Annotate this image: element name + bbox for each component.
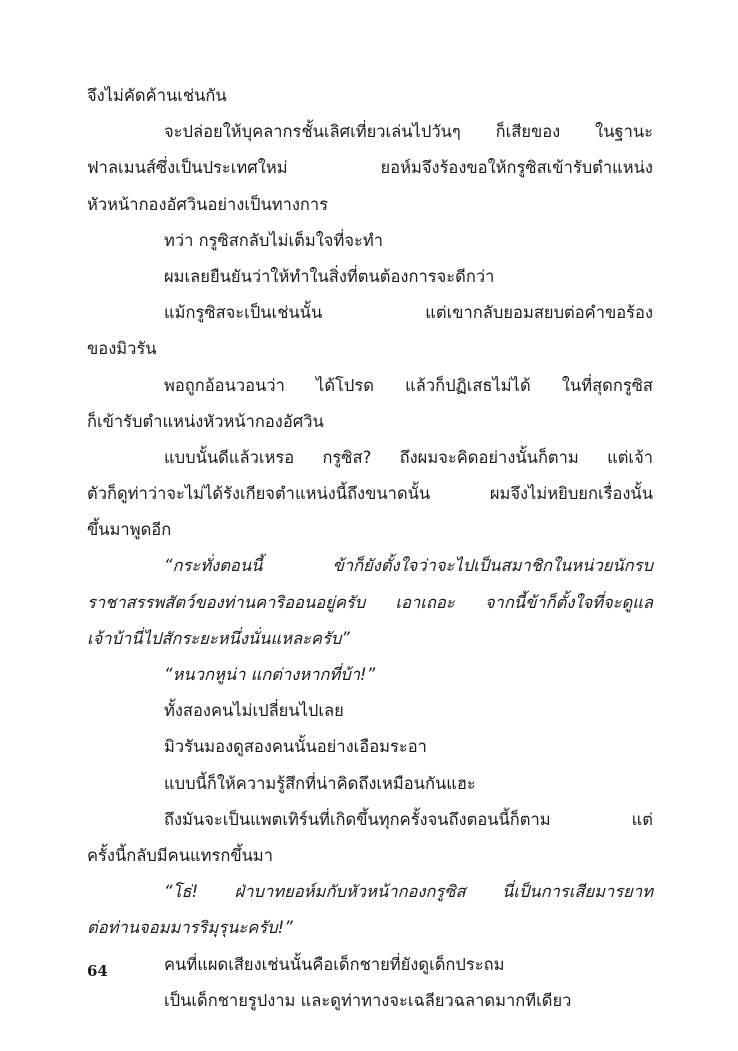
text-line: ของมิวรัน	[87, 339, 157, 359]
text-line: ถึงมันจะเป็นแพตเทิร์นที่เกิดขึ้นทุกครั้งจนถึงตอนนี้ก็ตาม แต่	[164, 809, 653, 829]
dialogue-line: ราชาสรรพสัตว์ของท่านคาริออนอยู่ครับ เอาเถอะ จากนี้ข้าก็ตั้งใจที่จะดูแล	[87, 592, 653, 612]
text-line: คนที่แผดเสียงเช่นนั้นคือเด็กชายที่ยังดูเด็กประถม	[164, 954, 505, 974]
text-line: ฟาลเมนส์ซึ่งเป็นประเทศใหม่ ยอห์มจึงร้องขอให้กรูซิสเข้ารับตำแหน่ง	[87, 158, 653, 178]
dialogue-line: “หนวกหูน่า แกต่างหากที่บ้า!”	[164, 665, 376, 684]
text-line: ทว่า กรูซิสกลับไม่เต็มใจที่จะทำ	[164, 230, 384, 250]
text-line: แบบนี้ก็ให้ความรู้สึกที่น่าคิดถึงเหมือนกันแฮะ	[164, 773, 476, 793]
text-line: ทั้งสองคนไม่เปลี่ยนไปเลย	[164, 701, 344, 721]
text-line: ก็เข้ารับตำแหน่งหัวหน้ากองอัศวิน	[87, 411, 324, 431]
text-line: ตัวก็ดูท่าว่าจะไม่ได้รังเกียจตำแหน่งนี้ถึงขนาดนั้น ผมจึงไม่หยิบยกเรื่องนั้น	[87, 484, 653, 504]
dialogue-line: “กระทั่งตอนนี้ ข้าก็ยังตั้งใจว่าจะไปเป็นสมาชิกในหน่วยนักรบ	[164, 556, 653, 576]
text-line: จะปล่อยให้บุคลากรชั้นเลิศเที่ยวเล่นไปวันๆ ก็เสียของ ในฐานะ	[164, 122, 653, 142]
text-line: พอถูกอ้อนวอนว่า ได้โปรด แล้วก็ปฏิเสธไม่ได้ ในที่สุดกรูซิส	[164, 375, 653, 395]
text-line: มิวรันมองดูสองคนนั้นอย่างเอือมระอา	[164, 737, 427, 757]
page-number: 64	[87, 962, 108, 980]
text-line: เป็นเด็กชายรูปงาม และดูท่าทางจะเฉลียวฉลาดมากทีเดียว	[164, 990, 572, 1010]
text-line: หัวหน้ากองอัศวินอย่างเป็นทางการ	[87, 194, 329, 214]
text-line: แม้กรูซิสจะเป็นเช่นนั้น แต่เขากลับยอมสยบต่อคำขอร้อง	[164, 303, 653, 323]
text-line: ขึ้นมาพูดอีก	[87, 520, 172, 540]
dialogue-line: เจ้าบ้านี่ไปสักระยะหนึ่งนั่นแหละครับ”	[87, 628, 350, 648]
text-line: แบบนั้นดีแล้วเหรอ กรูซิส? ถึงผมจะคิดอย่างนั้นก็ตาม แต่เจ้า	[164, 447, 653, 467]
text-line: ครั้งนี้กลับมีคนแทรกขึ้นมา	[87, 845, 274, 865]
dialogue-line: ต่อท่านจอมมารริมุรุนะครับ!”	[87, 918, 293, 938]
dialogue-line: “โธ่! ฝ่าบาทยอห์มกับหัวหน้ากองกรูซิส นี่เป็นการเสียมารยาท	[164, 882, 653, 902]
text-line: ผมเลยยืนยันว่าให้ทำในสิ่งที่ตนต้องการจะดีกว่า	[164, 266, 495, 286]
body-text	[87, 78, 653, 1019]
text-line: จึงไม่คัดค้านเช่นกัน	[87, 86, 227, 105]
